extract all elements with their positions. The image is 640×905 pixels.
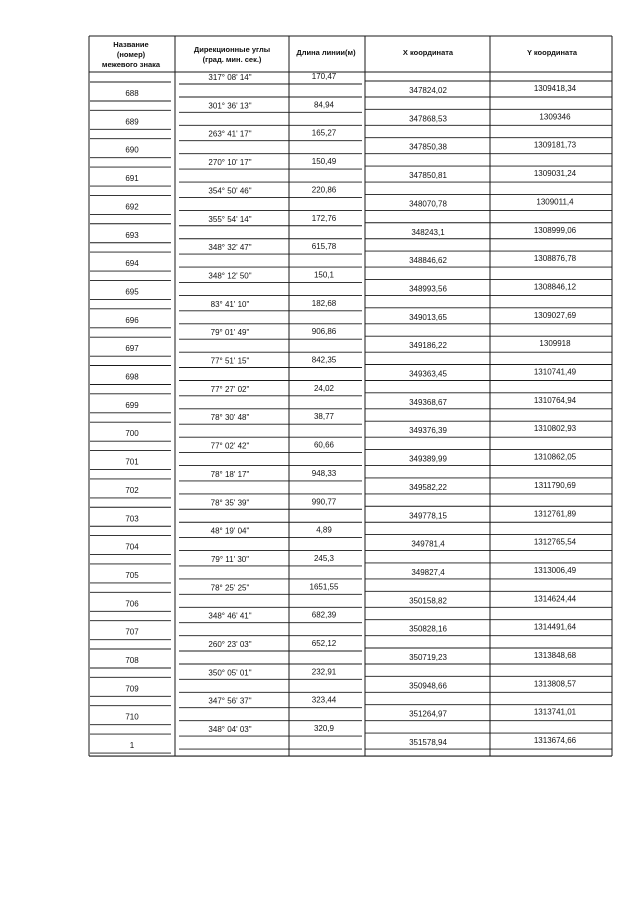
direction-angle-value: 77° 27' 02" [210,384,250,394]
mark-number: 709 [125,684,139,694]
mark-number: 706 [125,599,139,609]
mark-number: 690 [125,145,139,155]
line-length-value: 245,3 [313,553,335,563]
x-coordinate-value: 351264,97 [409,709,447,719]
y-coordinate-value: 1309418,34 [533,84,577,93]
mark-number: 707 [125,627,139,637]
direction-angle-value: 355° 54' 14" [208,214,252,224]
line-length-value: 170,47 [311,72,337,81]
direction-angle-value: 78° 18' 17" [210,469,250,479]
mark-number: 702 [125,485,139,495]
x-coordinate-value: 348243,1 [411,227,445,237]
direction-angle-value: 83° 41' 10" [210,299,250,309]
direction-angle-value: 348° 32' 47" [208,243,252,253]
direction-angle-value: 77° 02' 42" [210,441,250,451]
mark-number: 708 [125,656,139,665]
direction-angle-value: 77° 51' 15" [210,356,250,366]
mark-number: 691 [125,174,139,184]
line-length-value: 232,91 [311,667,337,677]
header-y-coordinate: Y координата [526,48,578,57]
mark-number: 710 [125,712,139,722]
header-name-line3: межевого знака [101,60,161,69]
x-coordinate-value: 349376,39 [409,426,447,436]
y-coordinate-value: 1308876,78 [533,254,577,264]
line-length-value: 682,39 [311,610,337,620]
mark-number: 692 [125,202,139,212]
direction-angle-value: 78° 25' 25" [210,583,250,593]
y-coordinate-value: 1310741,49 [533,367,577,377]
line-length-value: 24,02 [313,383,335,393]
x-coordinate-value: 348846,62 [409,256,447,266]
line-length-value: 320,9 [313,724,335,734]
direction-angle-value: 270° 10' 17" [208,158,252,168]
mark-number: 693 [125,230,139,240]
direction-angle-value: 348° 46' 41" [208,611,252,621]
line-length-value: 4,89 [316,525,332,535]
mark-number: 696 [125,315,139,325]
header-angle-line1: Дирекционные углы [193,45,271,54]
line-length-value: 990,77 [311,497,337,507]
direction-angle-value: 263° 41' 17" [208,129,252,139]
direction-angle-value: 348° 12' 50" [208,271,252,281]
x-coordinate-value: 349827,4 [411,567,445,577]
direction-angle-value: 354° 50' 46" [208,186,252,196]
x-coordinate-value: 347824,02 [409,86,447,95]
mark-number: 689 [125,117,139,127]
y-coordinate-value: 1310802,93 [533,424,577,434]
line-length-value: 615,78 [311,242,337,252]
y-coordinate-value: 1312765,54 [533,537,577,547]
direction-angle-value: 317° 08' 14" [208,73,252,82]
x-coordinate-value: 349389,99 [409,454,447,464]
y-coordinate-value: 1309027,69 [533,310,577,320]
x-coordinate-value: 349186,22 [409,341,447,351]
y-coordinate-value: 1308846,12 [533,282,577,292]
line-length-value: 906,86 [311,327,337,337]
y-coordinate-value: 1312761,89 [533,509,577,519]
x-coordinate-value: 347850,81 [409,171,447,181]
mark-number: 700 [125,429,139,439]
x-coordinate-value: 347850,38 [409,142,447,152]
y-coordinate-value: 1313674,66 [533,736,577,746]
direction-angle-value: 79° 01' 49" [210,328,250,338]
y-coordinate-value: 1309918 [539,339,571,349]
table-header [102,40,578,69]
x-coordinate-value: 349781,4 [411,539,445,549]
y-coordinate-value: 1309346 [539,112,571,122]
x-coordinate-value: 349778,15 [409,511,447,521]
line-length-value: 60,66 [313,440,335,450]
line-length-value: 220,86 [311,185,337,195]
direction-angle-value: 301° 36' 13" [208,101,252,111]
y-coordinate-value: 1313808,57 [533,679,577,689]
header-angle-line2: (град. мин. сек.) [202,55,262,64]
mark-number: 699 [125,400,139,410]
header-length: Длина линии(м) [296,48,356,57]
y-coordinate-value: 1313006,49 [533,565,577,575]
y-coordinate-value: 1313848,68 [533,651,577,660]
x-coordinate-value: 348070,78 [409,199,447,209]
y-coordinate-value: 1309031,24 [533,169,577,179]
x-coordinate-value: 350719,23 [409,653,447,662]
direction-angle-value: 347° 56' 37" [208,696,252,706]
line-length-value: 38,77 [313,412,335,422]
y-coordinate-value: 1311790,69 [534,480,576,490]
line-length-value: 948,33 [311,468,337,478]
y-coordinate-value: 1314491,64 [533,622,577,632]
y-coordinate-value: 1308999,06 [533,225,577,235]
line-length-value: 842,35 [311,355,337,365]
mark-number: 694 [125,259,139,269]
mark-number: 688 [125,89,139,98]
line-length-value: 165,27 [311,128,337,138]
y-coordinate-value: 1309181,73 [533,140,577,150]
mark-number: 703 [125,514,139,524]
line-length-value: 150,1 [313,270,335,280]
x-coordinate-value: 347868,53 [409,114,447,124]
y-coordinate-value: 1314624,44 [533,594,577,604]
line-length-value: 652,12 [311,639,337,648]
line-length-value: 150,49 [311,157,337,167]
direction-angle-value: 260° 23' 03" [208,640,252,649]
x-coordinate-value: 350828,16 [409,624,447,634]
y-coordinate-value: 1309011,4 [536,197,574,207]
line-length-value: 84,94 [313,100,335,110]
direction-angle-value: 78° 35' 39" [210,498,250,508]
y-coordinate-value: 1310862,05 [533,452,577,462]
x-coordinate-value: 351578,94 [409,738,447,748]
direction-angle-value: 79° 11' 30" [210,554,250,564]
line-length-value: 1651,55 [309,582,339,592]
line-length-value: 172,76 [311,213,337,223]
y-coordinate-value: 1310764,94 [533,395,577,405]
mark-number: 705 [125,570,139,580]
x-coordinate-value: 349013,65 [409,312,447,322]
mark-number: 704 [125,542,139,552]
header-name-line2: (номер) [116,50,146,59]
direction-angle-value: 350° 05' 01" [208,668,252,678]
mark-number: 1 [129,741,135,751]
x-coordinate-value: 350158,82 [409,596,447,606]
direction-angle-value: 48° 19' 04" [210,526,250,536]
header-name-line1: Название [113,40,149,49]
x-coordinate-value: 349582,22 [409,482,447,492]
x-coordinate-value: 349363,45 [409,369,447,379]
line-length-value: 323,44 [311,695,337,705]
mark-number: 695 [125,287,139,297]
header-x-coordinate: X координата [402,48,454,57]
direction-angle-value: 78° 30' 48" [210,413,250,423]
line-length-value: 182,68 [311,298,337,308]
direction-angle-value: 348° 04' 03" [208,725,252,735]
mark-number: 697 [125,344,139,354]
x-coordinate-value: 349368,67 [409,397,447,407]
x-coordinate-value: 350948,66 [409,681,447,691]
mark-number: 698 [125,372,139,382]
x-coordinate-value: 348993,56 [409,284,447,294]
mark-number: 701 [125,457,139,467]
y-coordinate-value: 1313741,01 [533,707,577,717]
